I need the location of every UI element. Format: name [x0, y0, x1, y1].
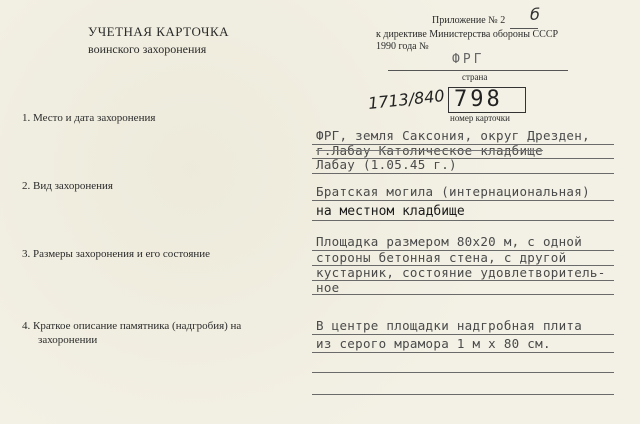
field-2-rule-1 — [312, 200, 614, 201]
field-3-line-2: стороны бетонная стена, с другой — [316, 250, 567, 265]
field-2-line-2: на местном кладбище — [316, 204, 465, 219]
field-4-rule-1 — [312, 334, 614, 335]
field-1-label: 1. Место и дата захоронения — [22, 112, 156, 124]
card-number-caption: номер карточки — [450, 113, 510, 123]
field-1-line-1: ФРГ, земля Саксония, округ Дрезден, — [316, 128, 590, 143]
field-4-rule-2 — [312, 352, 614, 353]
field-3-line-3: кустарник, состояние удовлетворитель- — [316, 265, 606, 280]
field-4-line-1: В центре площадки надгробная плита — [316, 318, 583, 333]
field-4-label-cont: захоронении — [38, 334, 98, 346]
field-1-line-2: г.Лабау Католическое кладбище — [316, 143, 543, 158]
field-3-rule-3 — [312, 280, 614, 281]
field-2-label: 2. Вид захоронения — [22, 180, 113, 192]
country-value: ФРГ — [452, 52, 485, 67]
field-2-rule-2 — [312, 220, 614, 221]
field-2-line-1: Братская могила (интернациональная) — [316, 184, 590, 199]
appendix-year: 1990 года № — [376, 41, 429, 52]
field-3-line-4: ное — [316, 280, 340, 295]
field-1-line-3: Лабау (1.05.45 г.) — [316, 157, 457, 172]
country-caption: страна — [462, 72, 488, 82]
field-3-label: 3. Размеры захоронения и его состояние — [22, 248, 211, 260]
appendix-directive: к директиве Министерства обороны СССР — [376, 29, 559, 40]
appendix-label: Приложение № 2 — [432, 15, 506, 26]
card-number: 798 — [454, 87, 503, 112]
document-subtitle: воинского захоронения — [88, 42, 207, 56]
country-line — [388, 70, 568, 71]
field-1-rule-3 — [312, 173, 614, 174]
document-title: УЧЕТНАЯ КАРТОЧКА — [88, 24, 230, 39]
field-4-line-2: из серого мрамора 1 м х 80 см. — [316, 336, 551, 351]
appendix-handwritten-mark: б — [530, 5, 540, 24]
field-4-rule-3 — [312, 372, 614, 373]
field-3-rule-4 — [312, 294, 614, 295]
field-3-line-1: Площадка размером 80х20 м, с одной — [316, 234, 583, 249]
field-4-rule-4 — [312, 394, 614, 395]
field-4-label: 4. Краткое описание памятника (надгробия) на — [22, 320, 242, 332]
handwritten-registration-number: 1713/840 — [367, 86, 446, 113]
